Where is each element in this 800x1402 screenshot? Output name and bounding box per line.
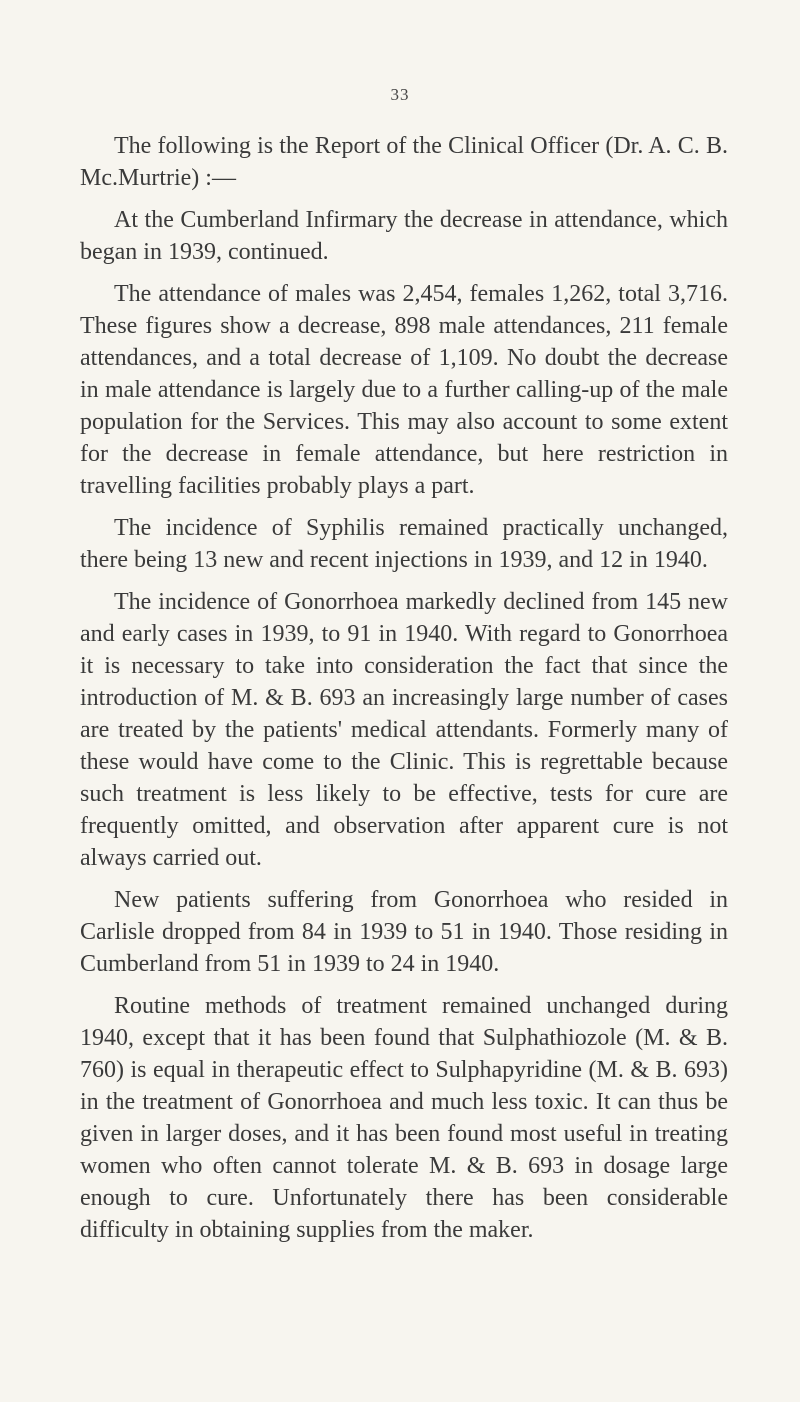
- paragraph-treatment: Routine methods of treatment remained unchanged during 1940, except that it has been found that Sulphathiozole (M. & B. 760) is equal in therapeutic effect to Sulphapyridine (M. & B. 693) in the treatment of Gonorrhoea and much less toxic. It can thus be given in larger doses, and it has been found most useful in treating women who often cannot tolerate M. & B. 693 in dosage large enough to cure. Unfortunately there has been considerable difficulty in obtaining supplies from the maker.: [80, 993, 728, 1243]
- paragraph-attendance-decrease: At the Cumberland Infirmary the decrease in attendance, which began in 1939, continued.: [80, 207, 728, 265]
- paragraph-intro: The following is the Report of the Clinical Officer (Dr. A. C. B. Mc.Murtrie) :—: [80, 133, 728, 191]
- paragraph-gonorrhoea: The incidence of Gonorrhoea markedly declined from 145 new and early cases in 1939, to 91 in 1940. With regard to Gonorrhoea it is necessary to take into consideration the fact that since the introduction of M. & B. 693 an increasingly large number of cases are treated by the patients' medical attendants. Formerly many of these would have come to the Clinic. This is regrettable because such treatment is less likely to be effective, tests for cure are frequently omitted, and observation after apparent cure is not always carried out.: [80, 589, 728, 871]
- paragraph-syphilis: The incidence of Syphilis remained practically unchanged, there being 13 new and recent injections in 1939, and 12 in 1940.: [80, 515, 728, 573]
- paragraph-new-patients: New patients suffering from Gonorrhoea who resided in Carlisle dropped from 84 in 1939 to 51 in 1940. Those residing in Cumberland from 51 in 1939 to 24 in 1940.: [80, 887, 728, 977]
- paragraph-attendance-figures: The attendance of males was 2,454, females 1,262, total 3,716. These figures show a decrease, 898 male attendances, 211 female attendances, and a total decrease of 1,109. No doubt the decrease in male attendance is largely due to a further calling-up of the male population for the Services. This may also account to some extent for the decrease in female attendance, but here restriction in travelling facilities probably plays a part.: [80, 281, 728, 499]
- page-number: 33: [390, 85, 410, 104]
- report-body: [80, 130, 728, 1256]
